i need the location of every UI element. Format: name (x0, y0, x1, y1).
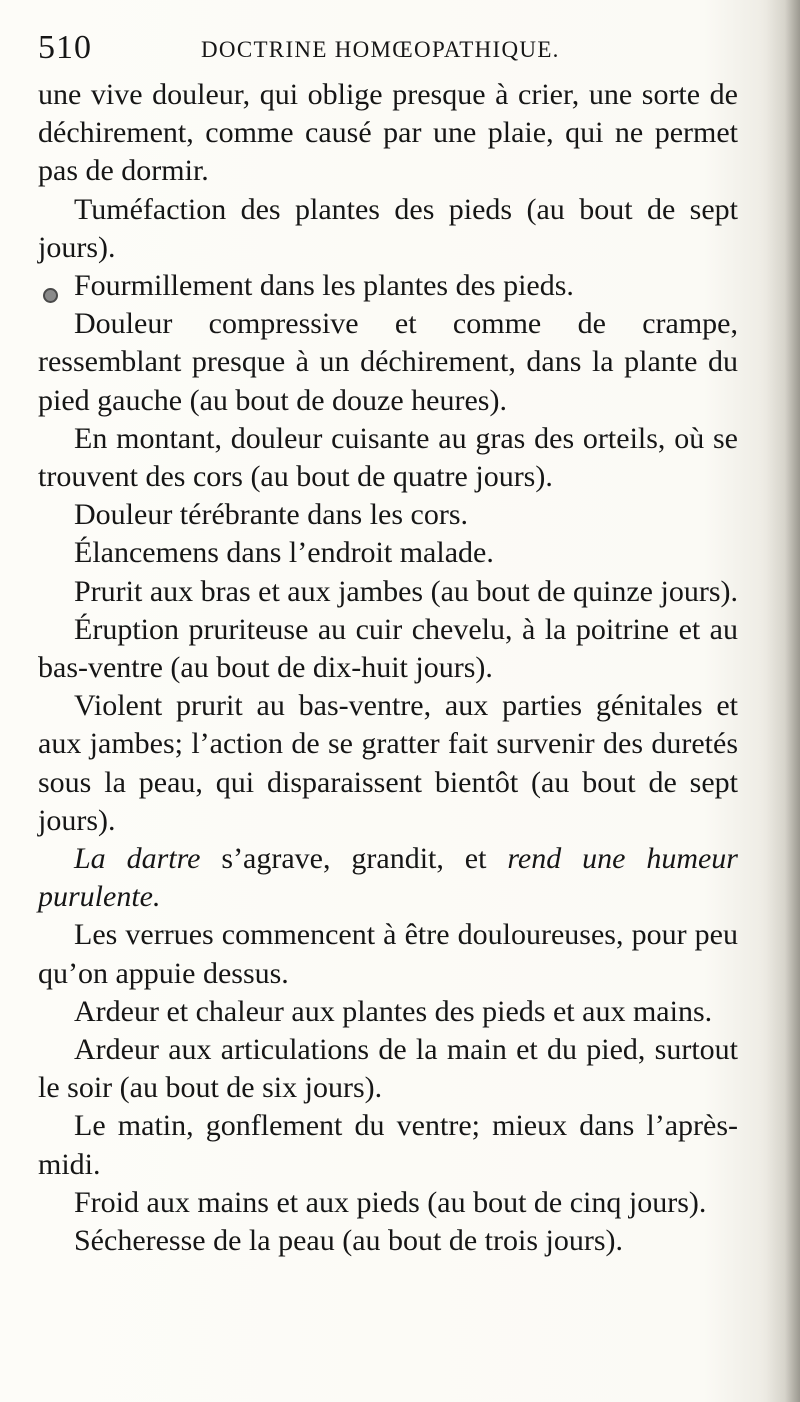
paragraph: Tuméfaction des plantes des pieds (au bout de sept jours). (38, 192, 738, 264)
body-text (38, 76, 738, 1260)
paragraph: Les verrues commencent à être douloureuses, pour peu qu’on appuie dessus. (38, 918, 738, 990)
paragraph: Élancemens dans l’endroit malade. (74, 536, 494, 570)
page-header (38, 28, 738, 68)
roman-text: s’agrave, grandit, et (200, 842, 508, 876)
paragraph: Prurit aux bras et aux jambes (au bout de quinze jours). (74, 574, 738, 608)
paragraph: Violent prurit au bas-ventre, aux parties génitales et aux jambes; l’action de se gratter fait survenir des duretés sous la peau, qui disparaissent bientôt (au bout de sept jours). (38, 689, 738, 837)
page-number: 510 (38, 29, 92, 66)
italic-text: rend une humeur purulente. (38, 842, 738, 914)
paragraph: En montant, douleur cuisante au gras des orteils, où se trouvent des cors (au bout de quatre jours). (38, 421, 738, 494)
paragraph-italic (38, 840, 738, 916)
paragraph: Le matin, gonflement du ventre; mieux dans l’après-midi. (38, 1109, 738, 1181)
italic-text: La dartre (74, 842, 201, 876)
paragraph: Ardeur et chaleur aux plantes des pieds et aux mains. (74, 994, 713, 1028)
paragraph: Douleur compressive et comme de crampe, ressemblant presque à un déchirement, dans la plante du pied gauche (au bout de douze heures). (38, 307, 738, 417)
paragraph: Éruption pruriteuse au cuir chevelu, à la poitrine et au bas-ventre (au bout de dix-huit jours). (38, 612, 738, 685)
paragraph: Ardeur aux articulations de la main et du pied, surtout le soir (au bout de six jours). (38, 1033, 738, 1105)
paragraph: Douleur térébrante dans les cors. (74, 498, 469, 532)
paragraph: une vive douleur, qui oblige presque à crier, une sorte de déchirement, comme causé par une plaie, qui ne permet pas de dormir. (38, 78, 738, 188)
running-head: DOCTRINE HOMŒOPATHIQUE. (201, 37, 560, 62)
page-gutter-shadow (766, 0, 800, 1402)
paragraph: Fourmillement dans les plantes des pieds. (74, 269, 574, 303)
paragraph: Sécheresse de la peau (au bout de trois jours). (74, 1224, 623, 1258)
paragraph: Froid aux mains et aux pieds (au bout de cinq jours). (74, 1185, 707, 1219)
